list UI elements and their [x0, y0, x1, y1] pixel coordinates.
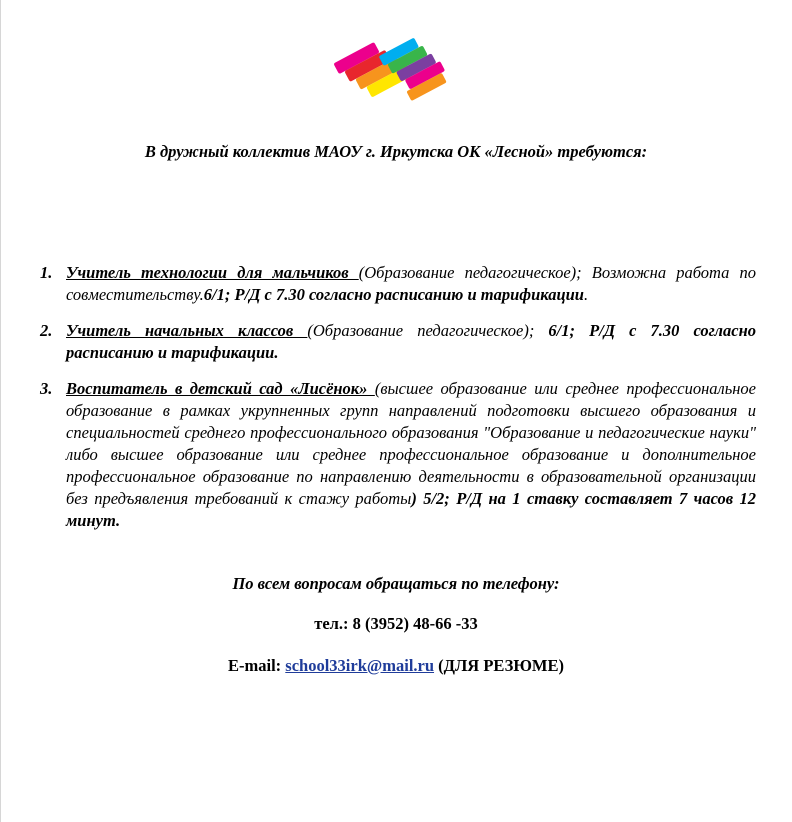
- page-left-border: [0, 0, 1, 822]
- email-link[interactable]: school33irk@mail.ru: [285, 656, 435, 675]
- vacancy-title: Учитель начальных классов: [66, 321, 308, 340]
- vacancy-terms: 6/1; Р/Д с 7.30 согласно расписанию и тарификации.: [66, 321, 756, 362]
- vacancy-terms: ) 5/2; Р/Д на 1 ставку составляет 7 часов 12 минут.: [66, 489, 756, 530]
- contact-phone: тел.: 8 (3952) 48-66 -33: [314, 614, 478, 633]
- vacancy-item: [40, 378, 756, 532]
- vacancy-number: 3.: [40, 379, 53, 398]
- email-label: E-mail:: [228, 656, 286, 675]
- email-note: (ДЛЯ РЕЗЮМЕ): [434, 656, 564, 675]
- vacancy-tail: .: [583, 285, 589, 304]
- vacancy-details: (высшее образование или среднее профессиональное образование в рамках укрупненных групп направлений подготовки высшего образования и специальностей среднего профессионального образования "Образование и педагогические науки" либо высшее образование или среднее профессиональное образование и дополнительное профессиональное образование по направлению деятельности в образовательной организации без предъявления требований к стажу работы: [66, 379, 757, 508]
- vacancy-details: (Образование педагогическое);: [307, 321, 549, 340]
- vacancy-number: 1.: [40, 263, 53, 282]
- vacancy-title: Воспитатель в детский сад «Лисёнок»: [66, 379, 375, 398]
- vacancy-number: 2.: [40, 321, 53, 340]
- stacked-colored-books-logo-icon: [330, 22, 450, 122]
- contact-email-line: [0, 656, 792, 676]
- vacancy-item: [40, 262, 756, 306]
- announcement-heading: В дружный коллектив МАОУ г. Иркутска ОК «Лесной» требуются:: [144, 142, 648, 161]
- vacancy-details: (Образование педагогическое); Возможна работа по совместительству.: [66, 263, 756, 304]
- vacancy-list: [40, 262, 756, 532]
- contact-prompt: По всем вопросам обращаться по телефону:: [232, 574, 560, 593]
- vacancy-title: Учитель технологии для мальчиков: [66, 263, 359, 282]
- vacancy-item: [40, 320, 756, 364]
- vacancy-terms: 6/1; Р/Д с 7.30 согласно расписанию и тарификации: [203, 285, 584, 304]
